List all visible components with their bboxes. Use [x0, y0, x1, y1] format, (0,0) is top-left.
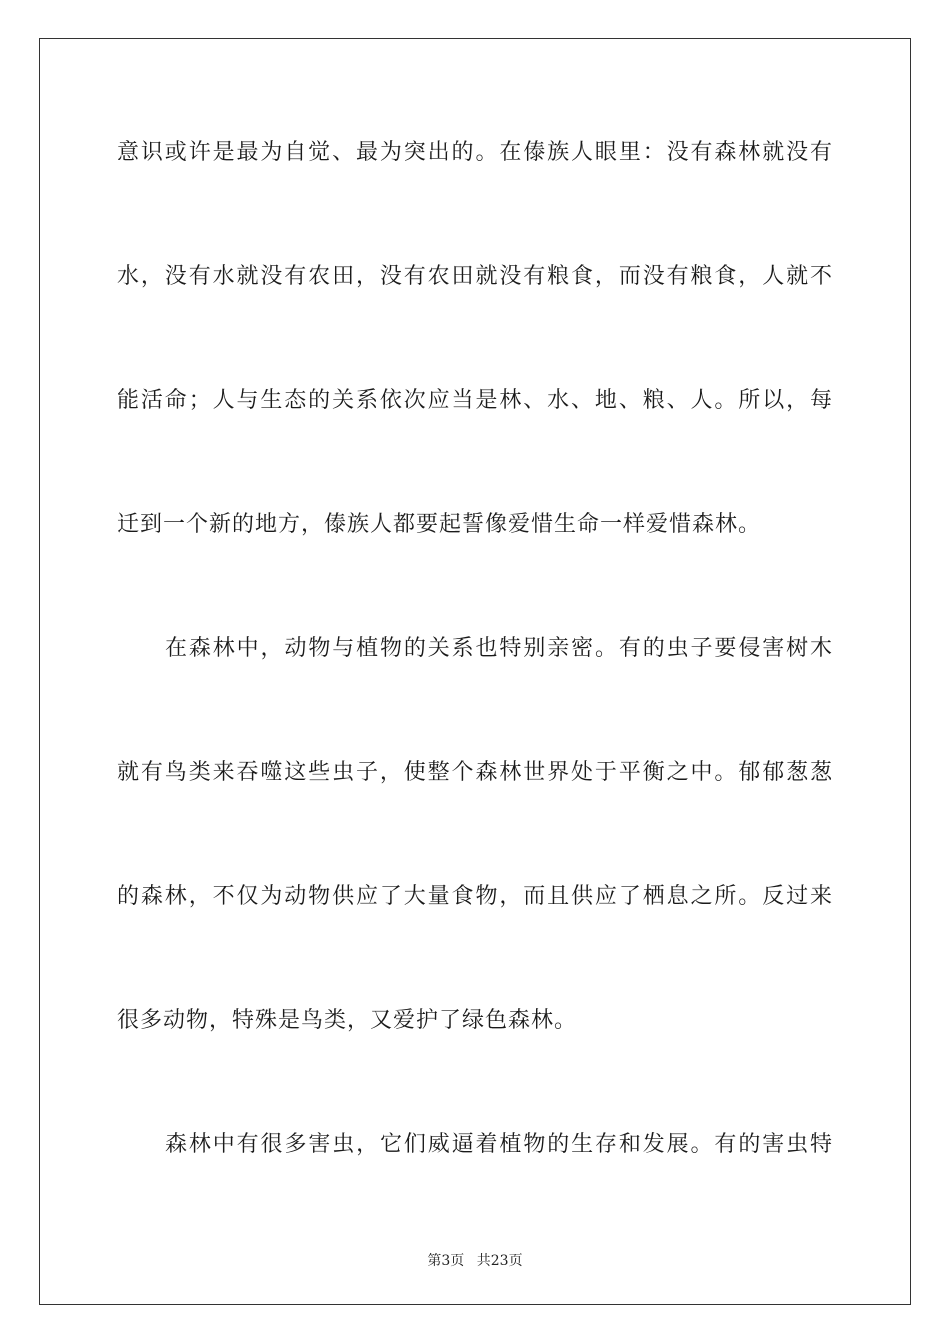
page-number: 第3页	[427, 1253, 465, 1269]
body-line-2: 水，没有水就没有农田，没有农田就没有粮食，而没有粮食，人就不	[117, 264, 833, 289]
body-line-8: 很多动物，特殊是鸟类，又爱护了绿色森林。	[117, 1008, 578, 1033]
body-line-9: 森林中有很多害虫，它们威逼着植物的生存和发展。有的害虫特	[165, 1132, 833, 1157]
body-line-1: 意识或许是最为自觉、最为突出的。在傣族人眼里：没有森林就没有	[117, 140, 833, 165]
page-total: 共23页	[476, 1253, 523, 1269]
body-line-4: 迁到一个新的地方，傣族人都要起誓像爱惜生命一样爱惜森林。	[117, 512, 762, 537]
body-line-6: 就有鸟类来吞噬这些虫子，使整个森林世界处于平衡之中。郁郁葱葱	[117, 760, 833, 785]
page-footer	[0, 1250, 950, 1270]
page-border	[39, 38, 911, 1305]
body-line-5: 在森林中，动物与植物的关系也特别亲密。有的虫子要侵害树木	[165, 636, 833, 661]
body-line-3: 能活命；人与生态的关系依次应当是林、水、地、粮、人。所以，每	[117, 388, 833, 413]
body-line-7: 的森林，不仅为动物供应了大量食物，而且供应了栖息之所。反过来	[117, 884, 833, 909]
